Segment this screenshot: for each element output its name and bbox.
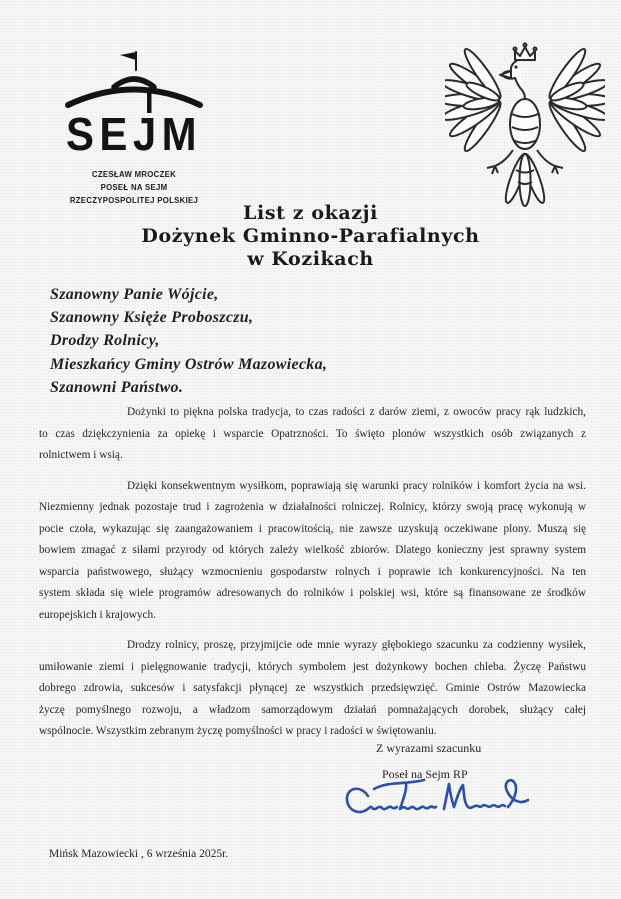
paragraph-line: Dożynki to piękna polska tradycja, to czas radości z darów ziemi, z owoców pracy rąk ludzkich,	[127, 406, 586, 418]
title-line-1: List z okazji	[243, 202, 378, 224]
logo-caption-country: RZECZYPOSPOLITEJ POLSKIEJ	[69, 196, 199, 205]
letter-body	[39, 402, 586, 752]
paragraph-line: system składa się wiele programów adresowanych do rolników i polskiej wsi, które są finansowane ze środków	[39, 587, 586, 599]
paragraph	[39, 402, 586, 467]
paragraph-line: rolnictwem i wsią.	[39, 449, 123, 461]
paragraph-line: Dzięki konsekwentnym wysiłkom, poprawiają się warunki pracy rolników i komfort życia na wsi.	[127, 479, 586, 492]
salutation-line: Szanowny Panie Wójcie,	[50, 286, 219, 303]
logo-caption-role: POSEŁ NA SEJM	[100, 183, 168, 192]
dateline: Mińsk Mazowiecki , 6 września 2025r.	[49, 848, 229, 860]
salutation-line: Szanowny Księże Proboszczu,	[50, 309, 254, 327]
logo-caption-name: CZESŁAW MROCZEK	[91, 170, 177, 179]
paragraph	[39, 476, 586, 627]
closing-regards: Z wyrazami szacunku	[376, 741, 482, 755]
paragraph-line: dobrego zdrowia, sukcesów i satysfakcji płynącej ze wszystkich przedsięwzięć. Gminie Ostrów Mazowiecka	[39, 682, 586, 694]
salutation-line: Mieszkańcy Gminy Ostrów Mazowiecka,	[50, 355, 328, 373]
paragraph-line: pocie czoła, wykazując się zaangażowaniem i pracowitością, nie zawsze uzyskują oczekiwane plony. Muszą się	[39, 522, 586, 535]
sejm-logo	[60, 46, 208, 207]
paragraph-line: umiłowanie ziemi i pielęgnowanie tradycji, których symbolem jest dożynkowy bochen chleba. Życzę Państwu	[39, 660, 586, 673]
paragraph	[39, 635, 586, 743]
title-line-2: Dożynek Gminno-Parafialnych	[141, 225, 480, 247]
paragraph-line: wspólnocie. Wszystkim zebranym życzę pomyślności w pracy i radości w świętowaniu.	[39, 725, 437, 737]
paragraph-line: życzę pomyślnego rozwoju, a władzom samorządowym działań pomnażających dorobek, służący całej	[39, 703, 586, 716]
paragraph-line: europejskich i krajowych.	[39, 608, 157, 621]
paragraph-line: Drodzy rolnicy, proszę, przyjmijcie ode mnie wyrazy głębokiego szacunku za codzienny wysiłek,	[127, 639, 586, 651]
paragraph-line: Niezmienny jednak pozostaje trud i zagrożenia w działalności rolniczej. Rolnicy, którzy swoją pracę wykonują w	[39, 501, 586, 513]
signature-icon	[340, 776, 530, 832]
paragraph-line: bowiem zmagać z siłami przyrody od których zależy wielkość zbiorów. Dlatego konieczny jest sprawny system	[39, 544, 586, 556]
paragraph-line: to czas dziękczynienia za opiekę i wsparcie Opatrzności. To święto plonów wszystkich osób związanych z	[39, 427, 586, 440]
sejm-logo-word: SEJM	[65, 108, 202, 160]
salutation-line: Szanowni Państwo.	[50, 378, 184, 396]
polish-eagle-emblem-icon	[445, 40, 605, 218]
paragraph-line: wsparcia państwowego, służący wzmocnieniu gospodarstw rolnych i poprawie ich konkurencyjności. Na ten	[39, 565, 586, 578]
title-line-3: w Kozikach	[247, 248, 374, 270]
letter-title	[8, 202, 613, 271]
salutations	[50, 283, 327, 399]
salutation-line: Drodzy Rolnicy,	[50, 332, 160, 350]
closing-role: Poseł na Sejm RP	[382, 767, 468, 781]
sejm-dome-icon	[62, 46, 207, 166]
